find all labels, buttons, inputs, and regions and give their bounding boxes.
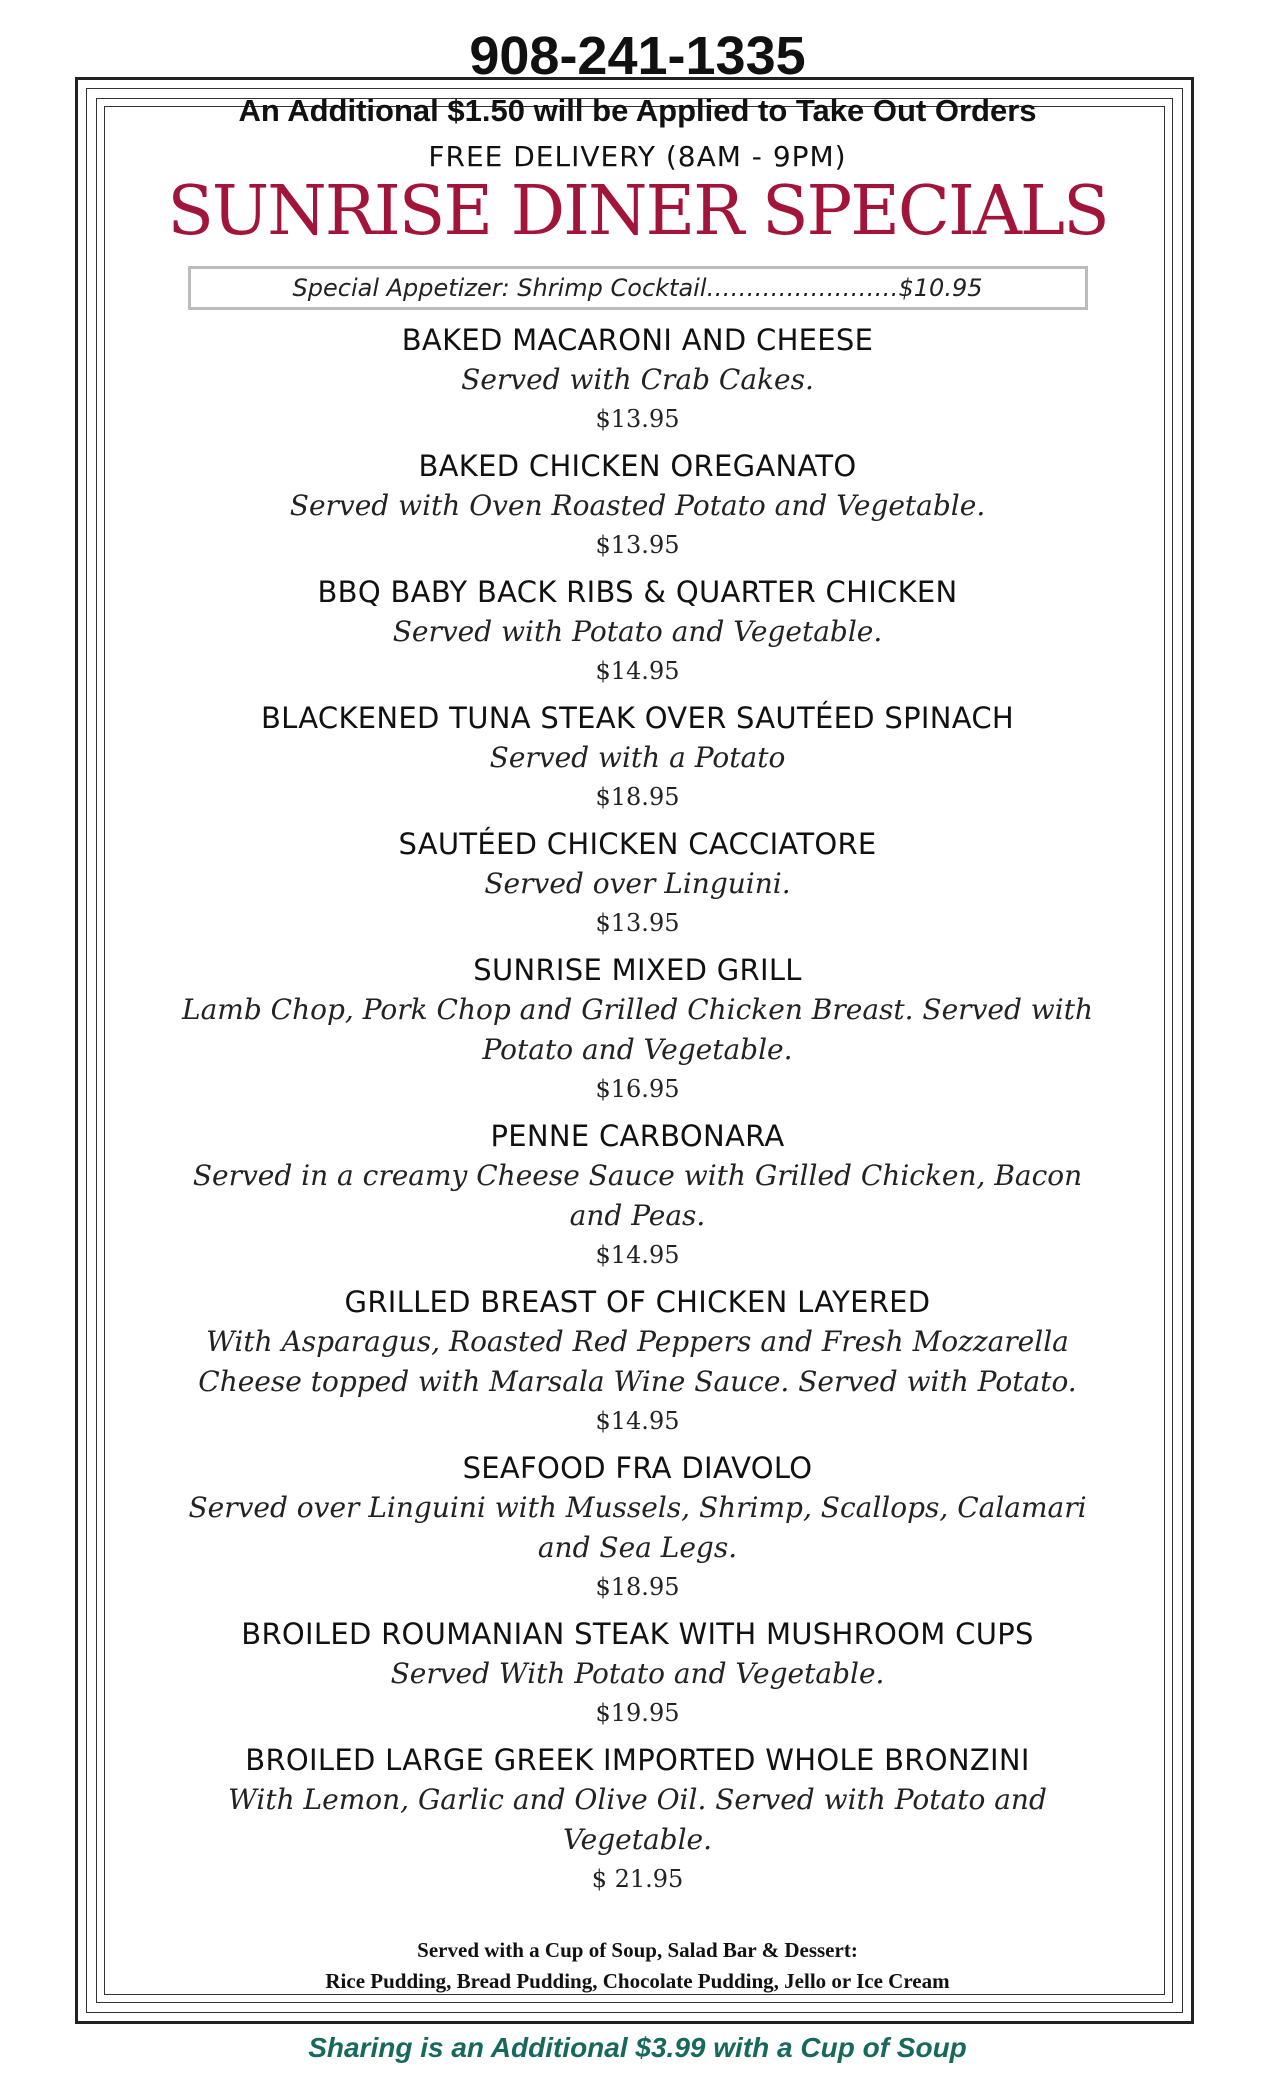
menu-item-name: BLACKENED TUNA STEAK OVER SAUTÉED SPINACH	[260, 701, 1014, 735]
menu-item-name: SAUTÉED CHICKEN CACCIATORE	[398, 827, 877, 861]
menu-item-name: BBQ BABY BACK RIBS & QUARTER CHICKEN	[317, 575, 958, 609]
menu-item-price: $ 21.95	[591, 1865, 684, 1893]
menu-item-name: SEAFOOD FRA DIAVOLO	[462, 1451, 813, 1485]
special-appetizer: Special Appetizer: Shrimp Cocktail……………………$10.95	[188, 266, 1088, 310]
menu-item	[160, 698, 1115, 816]
menu-item	[160, 320, 1115, 438]
menu-item	[160, 950, 1115, 1108]
specials-list	[160, 320, 1115, 1898]
menu-item-name: GRILLED BREAST OF CHICKEN LAYERED	[344, 1285, 931, 1319]
menu-item	[160, 1116, 1115, 1274]
takeout-notice: An Additional $1.50 will be Applied to Take Out Orders	[238, 93, 1037, 128]
menu-item-name: SUNRISE MIXED GRILL	[473, 953, 802, 987]
menu-item-name: BAKED MACARONI AND CHEESE	[401, 323, 874, 357]
served-note-line2: Rice Pudding, Bread Pudding, Chocolate Pudding, Jello or Ice Cream	[325, 1969, 950, 1993]
menu-item-name: BAKED CHICKEN OREGANATO	[418, 449, 857, 483]
menu-item-price: $16.95	[595, 1075, 680, 1103]
menu-item-name: BROILED ROUMANIAN STEAK WITH MUSHROOM CUPS	[241, 1617, 1034, 1651]
menu-item-price: $13.95	[595, 909, 680, 937]
menu-item-description: Served with Potato and Vegetable.	[392, 615, 883, 648]
menu-item-price: $18.95	[595, 1573, 680, 1601]
menu-item-description: Served with a Potato	[489, 741, 786, 774]
menu-item	[160, 572, 1115, 690]
sharing-notice: Sharing is an Additional $3.99 with a Cup of Soup	[308, 2032, 967, 2063]
served-note-line1: Served with a Cup of Soup, Salad Bar & Dessert:	[417, 1938, 858, 1962]
menu-item-description: Served over Linguini with Mussels, Shrimp, Scallops, Calamari and Sea Legs.	[188, 1491, 1087, 1564]
menu-item-price: $14.95	[595, 1407, 680, 1435]
menu-item	[160, 1614, 1115, 1732]
menu-item	[160, 1448, 1115, 1606]
page-title: SUNRISE DINER SPECIALS	[167, 172, 1108, 251]
menu-item	[160, 1740, 1115, 1898]
menu-item-description: Lamb Chop, Pork Chop and Grilled Chicken Breast. Served with Potato and Vegetable.	[182, 993, 1093, 1066]
menu-item-price: $14.95	[595, 657, 680, 685]
menu-item-price: $19.95	[595, 1699, 680, 1727]
menu-item-price: $13.95	[595, 405, 680, 433]
menu-item	[160, 1282, 1115, 1440]
menu-item-description: Served With Potato and Vegetable.	[390, 1657, 885, 1690]
menu-item-description: With Lemon, Garlic and Olive Oil. Served with Potato and Vegetable.	[228, 1783, 1047, 1856]
menu-item-description: Served with Oven Roasted Potato and Vegetable.	[289, 489, 986, 522]
delivery-notice: FREE DELIVERY (8AM - 9PM)	[428, 140, 847, 173]
menu-item-price: $18.95	[595, 783, 680, 811]
served-with-note	[0, 1935, 1275, 1997]
menu-item	[160, 446, 1115, 564]
menu-item-name: PENNE CARBONARA	[490, 1119, 785, 1153]
menu-item-description: Served with Crab Cakes.	[461, 363, 814, 396]
menu-item-price: $14.95	[595, 1241, 680, 1269]
menu-item-price: $13.95	[595, 531, 680, 559]
menu-item-description: With Asparagus, Roasted Red Peppers and Fresh Mozzarella Cheese topped with Marsala Wine Sauce. Served with Potato.	[198, 1325, 1077, 1398]
menu-item-description: Served over Linguini.	[484, 867, 791, 900]
menu-content	[160, 140, 1115, 1906]
menu-item-description: Served in a creamy Cheese Sauce with Grilled Chicken, Bacon and Peas.	[192, 1159, 1083, 1232]
menu-item-name: BROILED LARGE GREEK IMPORTED WHOLE BRONZINI	[245, 1743, 1030, 1777]
menu-item	[160, 824, 1115, 942]
phone-number: 908-241-1335	[469, 26, 806, 86]
